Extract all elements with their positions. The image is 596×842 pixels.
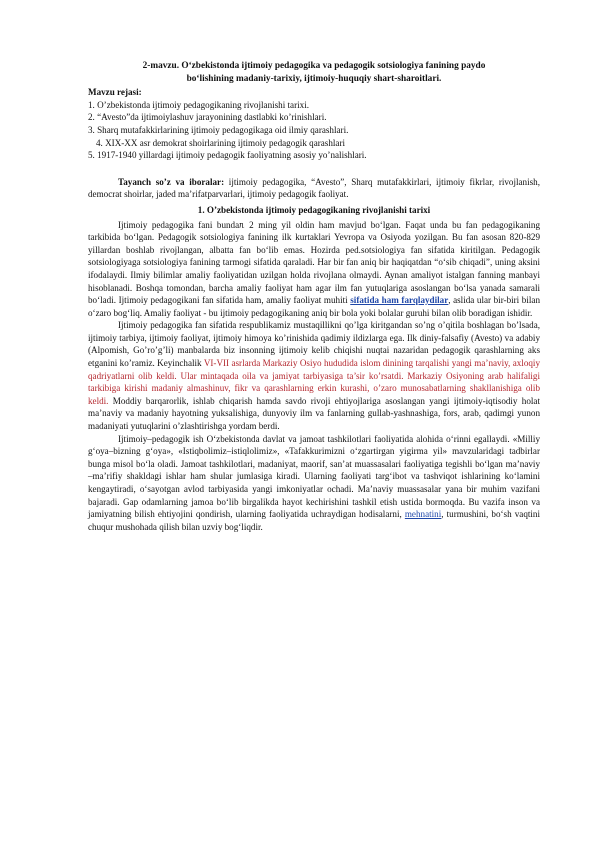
plan-item: 3. Sharq mutafakkirlarining ijtimoiy pedagogikaga oid ilmiy qarashlari. <box>88 124 349 135</box>
title-line-2: bo‘lishining madaniy-tarixiy, ijtimoiy-huquqiy shart-sharoitlari. <box>186 73 442 84</box>
plan-item: 5. 1917-1940 yillardagi ijtimoiy pedagogik faoliyatning asosiy yo’nalishlari. <box>88 150 367 161</box>
document-title <box>88 60 540 85</box>
document-page <box>88 60 540 533</box>
paragraph-text: , aslida ular bir-biri bilan o‘zaro bog‘liq. Amaliy faoliyat - bu ijtimoiy pedagogikaning aniq bir bola yoki bolalar guruhi bilan olib boradigan ishidir. <box>88 295 540 318</box>
paragraph-text: Ijtimoiy–pedagogik ish O‘zbekistonda davlat va jamoat tashkilotlari faoliyatida alohida o‘rinni egallaydi. «Milliy g‘oya–bizning g‘oya», «Istiqbolimiz–istiqlolimiz», «Tafakkurimizni o‘zgartirgan yigirma yil» mavzularidagi tadbirlar bunga misol bo‘la oladi. Jamoat tashkilotlari, madaniyat, maorif, san’at muassasalari faoliyatiga tegishli bo‘lgan ma’naviy –ma’rifiy shakldagi ishlar ham shular jumlasiga kiradi. Ularning faoliyati targ‘ibot va tashviqot ishlarining ko‘lamini kengaytiradi, o‘sayotgan avlod tarbiyasida yangi imkoniyatlar ochadi. Ma’naviy muassasalar yana bir muhim vazifani bajaradi. Gap odamlarning jamoa bo‘lib birgalikda hayot kechirishini tashkil etish ustida bormoqda. Bu vazifa inson va jamiyatning bilish ehtiyojini qondirish, ularning faoliyatida uchraydigan hodisalarni, <box>88 433 540 520</box>
title-line-1: 2-mavzu. O‘zbekistonda ijtimoiy pedagogika va pedagogik sotsiologiya fanining paydo <box>142 61 486 71</box>
keywords-paragraph <box>88 176 540 201</box>
section-heading: 1. O’zbekistonda ijtimoiy pedagogikaning rivojlanishi tarixi <box>197 204 431 215</box>
paragraph-2 <box>88 319 540 432</box>
paragraph-1 <box>88 219 540 320</box>
paragraph-text: , turmushini, bo‘sh vaqtini chuqur mushohada qilish bilan uzviy bog‘liqdir. <box>88 509 540 532</box>
keywords-label: Tayanch so’z va iboralar: <box>118 176 225 187</box>
link-sifatida-ham-farqlaydilar[interactable]: sifatida ham farqlaydilar <box>350 295 449 306</box>
paragraph-text: Ijtimoiy pedagogika fani bundaᥰ 2 ming yil oldin ham mavjud bo‘lgan. Faqat unda bu fan pedagogikaning tarkibida bo‘lgan. Pedagogik sotsiologiya fanining ilk kurtaklari Yevropa va Osiyoda yozilgan. Bu fan asosan 820-829 yillardan boshlab rivojlangan, albatta fan bo‘lib emas. Hozirda ped.sotsiologiya fan sifatida kiritilgan. Pedagogik sotsiologiyaga sotsiologiya fanining tarmogi sifatida qaraladi. Har bir fan aniq bir haqiqatdan “o‘sib chiqadi”, uning aksini ifodalaydi. Ilmiy bilimlar amaliy faoliyatidan uzilgan holda rivojlana olmaydi. Aynan amaliyot istalgan fanning manbayi hisoblanadi. Boshqa tomondan, barcha amaliy faoliyat ham agar ilm fan yutuqlariga asoslangan bo‘lsa yanada samarali bo‘ladi. Ijtimoiy pedagogikani fan sifatida ham, amaliy faoliyat muhiti <box>88 219 540 306</box>
paragraph-text: Ijtimoiy pedagogika fan sifatida respublikamiz mustaqillikni qo’lga kiritgandan so’ng o’qitila boshlagan bo’lsada, ijtimoiy tarbiya, ijtimoiy faoliyat, ijtimoiy himoya ko’rinishida qadimiy ildizlarga ega. Ilk diniy-falsafiy (Avesto) va adabiy (Alpomish, Go’ro’g’li) manbalarda biz insonning ijtimoiy kelib chiqishi nuqtai nazaridan pedagogik qarashlarning aks etganini ko’ramiz. Keyinchalik <box>88 320 540 369</box>
keywords-text: ijtimoiy pedagogika, “Avesto”, Sharq mutafakkirlari, ijtimoiy fikrlar, rivojlanish, democrat shoirlar, jaded ma’rifatparvarlari, ijtimoiy pedagogik faoliyat. <box>88 176 540 200</box>
plan-item: 1. O’zbekistonda ijtimoiy pedagogikaning rivojlanishi tarixi. <box>88 99 309 110</box>
plan-heading: Mavzu rejasi: <box>88 87 142 98</box>
plan-item: 2. “Avesto”da ijtimoiylashuv jarayonining dastlabki ko’rinishlari. <box>88 112 327 123</box>
plan-item: 4. XIX-XX asr demokrat shoirlarining ijtimoiy pedagogik qarashlari <box>96 137 346 148</box>
highlighted-text: VI-VII asrlarda Markaziy Osiyo hududida islom dinining tarqalishi yangi ma’naviy, axloqiy qadriyatlarni olib keldi. Ular mintaqada oila va jamiyat tarbiyasiga ta’sir ko’rsatdi. Markaziy Osiyoning arab halifaligi tarkibiga kirishi madaniy almashinuv, fikr va qarashlarning erkin kurashi, o’zaro munosabatlarning shakllanishiga olib keldi. <box>88 358 540 406</box>
link-mehnatini[interactable]: mehnatini <box>404 509 442 520</box>
paragraph-text: Moddiy barqarorlik, ishlab chiqarish hamda savdo rivoji ehtiyojlariga asoslangan yangi ijtimoiy-iqtisodiy holat ma’naviy va madaniy hayotning yuksalishiga, dunyoviy ilm va fanlarning gullab-yashnashiga, fors, arab, qadimgi yunon madaniyati yutuqlarini o’zlashtirishga yordam berdi. <box>88 395 540 432</box>
paragraph-3 <box>88 433 540 534</box>
